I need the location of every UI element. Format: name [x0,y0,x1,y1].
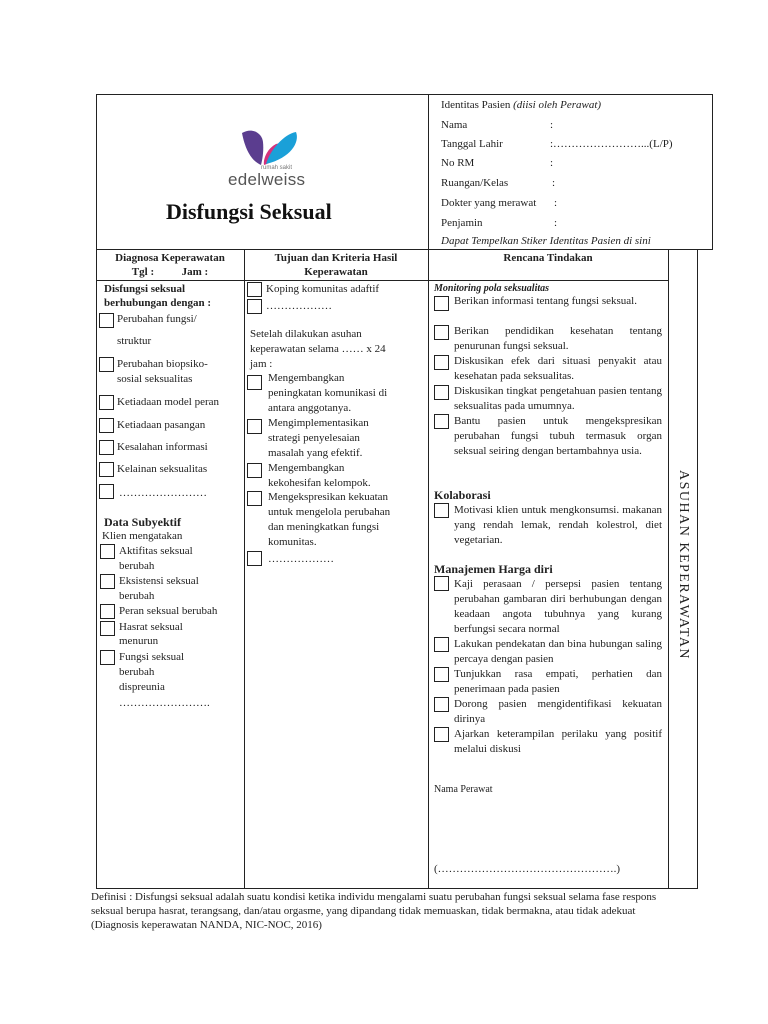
identity-value-tanggal-lahir[interactable]: :……………………...(L/P) [550,138,673,150]
monitoring-item-2: Berikan pendidikan kesehatan tentang penurunan fungsi seksual. [454,325,662,352]
frame-top-line [96,94,713,95]
tujuan-checkbox-5[interactable] [247,551,262,566]
identity-heading [441,98,601,112]
tujuan-intro-l2: keperawatan selama …… x 24 [250,343,386,355]
subjective-item-5-l3: dispreunia [119,681,165,693]
kolaborasi-checkbox-1[interactable] [434,503,449,518]
tujuan-criteria-2-l1: Mengimplementasikan [268,417,369,429]
subjective-item-2-l2: berubah [119,590,155,602]
diagnosa-item-5: Kesalahan informasi [117,441,208,453]
tujuan-checkbox-top-1[interactable] [247,282,262,297]
tujuan-criteria-1-l3: antara anggotanya. [268,402,352,414]
tujuan-intro-l3: jam : [250,358,273,370]
identity-label-penjamin: Penjamin [441,217,483,229]
diagnosa-item-7: …………………… [119,487,207,499]
header-divider-line [428,94,429,249]
diagnosa-checkbox-3[interactable] [99,395,114,410]
diagnosa-item-1-l2: struktur [117,335,152,347]
tujuan-checkbox-4[interactable] [247,491,262,506]
manajemen-checkbox-4[interactable] [434,697,449,712]
subjective-item-5-l1: Fungsi seksual [119,651,185,663]
subjective-item-5-l2: berubah [119,666,155,678]
identity-value-penjamin[interactable]: : [554,217,558,229]
definition-line-3: (Diagnosis keperawatan NANDA, NIC-NOC, 2016) [91,919,322,931]
subjective-item-4-l2: menurun [119,635,159,647]
tujuan-criteria-1-l1: Mengembangkan [268,372,345,384]
identity-heading-note: (diisi oleh Perawat) [513,99,602,111]
monitoring-item-5: Bantu pasien untuk mengekspresikan perubahan fungsi tubuh termasuk organ seksual seiring dengan bertambahnya usia. [454,415,662,457]
tujuan-criteria-3-l1: Mengembangkan [268,462,345,474]
brand-logo [228,128,308,190]
manajemen-item-4: Dorong pasien mengidentifikasi kekuatan dirinya [454,698,662,725]
nurse-name-label: Nama Perawat [434,784,493,795]
subjective-item-1-l1: Aktifitas seksual [119,545,193,557]
tujuan-checkbox-1[interactable] [247,375,262,390]
monitoring-item-3: Diskusikan efek dari situasi penyakit atau kesehatan pada seksualitas. [454,355,662,382]
manajemen-checkbox-1[interactable] [434,576,449,591]
manajemen-heading: Manajemen Harga diri [434,562,553,576]
tujuan-criteria-4-l2: untuk mengelola perubahan [268,506,391,518]
subjective-checkbox-4[interactable] [100,621,115,636]
manajemen-item-3: Tunjukkan rasa empati, perhatien dan penerimaan pada pasien [454,668,662,695]
subjective-item-2-l1: Eksistensi seksual [119,575,199,587]
frame-right-line-lower [697,249,698,889]
monitoring-checkbox-5[interactable] [434,414,449,429]
col-header-diagnosa-date: Tgl : Jam : [131,266,209,278]
col-header-tujuan: Tujuan dan Kriteria Hasil [274,252,398,264]
definition-line-1: Definisi : Disfungsi seksual adalah suatu kondisi ketika individu mengalami suatu perubahan fungsi seksual selama fase respons [91,891,657,903]
tujuan-checkbox-3[interactable] [247,463,262,478]
monitoring-checkbox-2[interactable] [434,325,449,340]
manajemen-checkbox-3[interactable] [434,667,449,682]
header-bottom-line [96,249,713,250]
tujuan-criteria-4-l4: komunitas. [268,536,317,548]
col-header-rencana: Rencana Tindakan [503,252,593,264]
column-divider-1 [244,249,245,889]
diagnosa-checkbox-1[interactable] [99,313,114,328]
nurse-signature-line[interactable]: (………………………………………….) [434,863,621,875]
tujuan-criteria-2-l2: strategi penyelesaian [268,432,360,444]
brand-name: edelweiss [228,170,306,189]
diagnosa-item-2-l2: sosial seksualitas [117,373,193,385]
subjective-checkbox-5[interactable] [100,650,115,665]
kolaborasi-item-1: Motivasi klien untuk mengkonsumsi. makanan yang rendah lemak, rendah kolestrol, diet vegetarian. [454,504,662,546]
diagnosa-checkbox-7[interactable] [99,484,114,499]
tujuan-criteria-2-l3: masalah yang efektif. [268,447,363,459]
column-divider-2 [428,249,429,889]
side-label: ASUHAN KEPERAWATAN [676,470,691,661]
column-header-bottom-line [96,280,669,281]
tujuan-criteria-4-l1: Mengekspresikan kekuatan [268,491,389,503]
tujuan-checkbox-top-2[interactable] [247,299,262,314]
subjective-item-4-l1: Hasrat seksual [119,621,183,633]
identity-label-no-rm: No RM [441,157,475,169]
subjective-item-5-l4: ……………………. [119,697,210,709]
diagnosa-checkbox-4[interactable] [99,418,114,433]
tujuan-intro-l1: Setelah dilakukan asuhan [250,328,362,340]
subjective-item-1-l2: berubah [119,560,155,572]
manajemen-checkbox-2[interactable] [434,637,449,652]
subjective-intro: Klien mengatakan [102,530,183,542]
tujuan-criteria-1-l2: peningkatan komunikasi di [268,387,388,399]
frame-right-line-upper [712,94,713,249]
identity-label-nama: Nama [441,119,468,131]
col-header-tujuan-2: Keperawatan [304,266,368,278]
identity-value-dokter[interactable]: : [554,197,558,209]
subjective-checkbox-3[interactable] [100,604,115,619]
manajemen-item-5: Ajarkan keterampilan perilaku yang positif melalui diskusi [454,728,662,755]
monitoring-checkbox-3[interactable] [434,355,449,370]
subjective-heading: Data Subyektif [104,515,182,529]
monitoring-item-1: Berikan informasi tentang fungsi seksual. [454,295,637,307]
monitoring-checkbox-4[interactable] [434,385,449,400]
diagnosa-item-6: Kelainan seksualitas [117,463,208,475]
monitoring-item-4: Diskusikan tingkat pengetahuan pasien tentang seksualitas pada umumnya. [454,385,662,412]
brand-small-text: rumah sakit [261,165,293,171]
subjective-item-3: Peran seksual berubah [119,605,218,617]
diagnosa-item-1-l1: Perubahan fungsi/ [117,313,197,325]
sticker-note: Dapat Tempelkan Stiker Identitas Pasien di sini [441,235,651,247]
diagnosa-checkbox-5[interactable] [99,440,114,455]
identity-value-nama[interactable]: : [550,119,554,131]
subjective-checkbox-2[interactable] [100,574,115,589]
tujuan-top-item-1: Koping komunitas adaftif [266,283,380,295]
diagnosa-checkbox-2[interactable] [99,357,114,372]
monitoring-checkbox-1[interactable] [434,296,449,311]
diagnosa-heading-2: berhubungan dengan : [104,297,211,309]
monitoring-heading: Monitoring pola seksualitas [434,283,550,294]
diagnosa-item-2-l1: Perubahan biopsiko- [117,358,208,370]
manajemen-item-1: Kaji perasaan / persepsi pasien tentang perubahan gambaran diri berhubungan dengan keadaan angota tubuhnya yang kurang berfungsi secara normal [454,578,662,635]
tujuan-criteria-4-l3: dan meningkatkan fungsi [268,521,380,533]
tujuan-criteria-5: ……………… [268,553,334,565]
diagnosa-heading-1: Disfungsi seksual [104,283,186,295]
kolaborasi-heading: Kolaborasi [434,488,491,502]
identity-label-tanggal-lahir: Tanggal Lahir [441,138,503,150]
identity-label-ruangan: Ruangan/Kelas [441,177,509,189]
manajemen-checkbox-5[interactable] [434,727,449,742]
definition-line-2: seksual berupa hasrat, terangsang, dan/atau orgasme, yang dipandang tidak memuaskan, tidak bermakna, atau tidak adekuat [91,905,636,917]
manajemen-item-2: Lakukan pendekatan dan bina hubungan saling percaya dengan pasien [454,638,662,665]
diagnosa-checkbox-6[interactable] [99,462,114,477]
identity-label-dokter: Dokter yang merawat [441,197,537,209]
identity-value-no-rm[interactable]: : [550,157,554,169]
tujuan-criteria-3-l2: kekohesifan kelompok. [268,477,371,489]
identity-value-ruangan[interactable]: : [552,177,556,189]
diagnosa-item-4: Ketiadaan pasangan [117,419,206,431]
tujuan-checkbox-2[interactable] [247,419,262,434]
tujuan-top-item-2: ……………… [266,300,332,312]
form-title: Disfungsi Seksual [166,199,332,224]
subjective-checkbox-1[interactable] [100,544,115,559]
frame-left-line [96,94,97,889]
diagnosa-item-3: Ketiadaan model peran [117,396,220,408]
identity-heading-label: Identitas Pasien [441,99,511,111]
frame-bottom-line [96,888,698,889]
side-label-container [669,280,697,888]
butterfly-logo-icon [228,128,308,168]
col-header-diagnosa: Diagnosa Keperawatan [115,252,225,264]
